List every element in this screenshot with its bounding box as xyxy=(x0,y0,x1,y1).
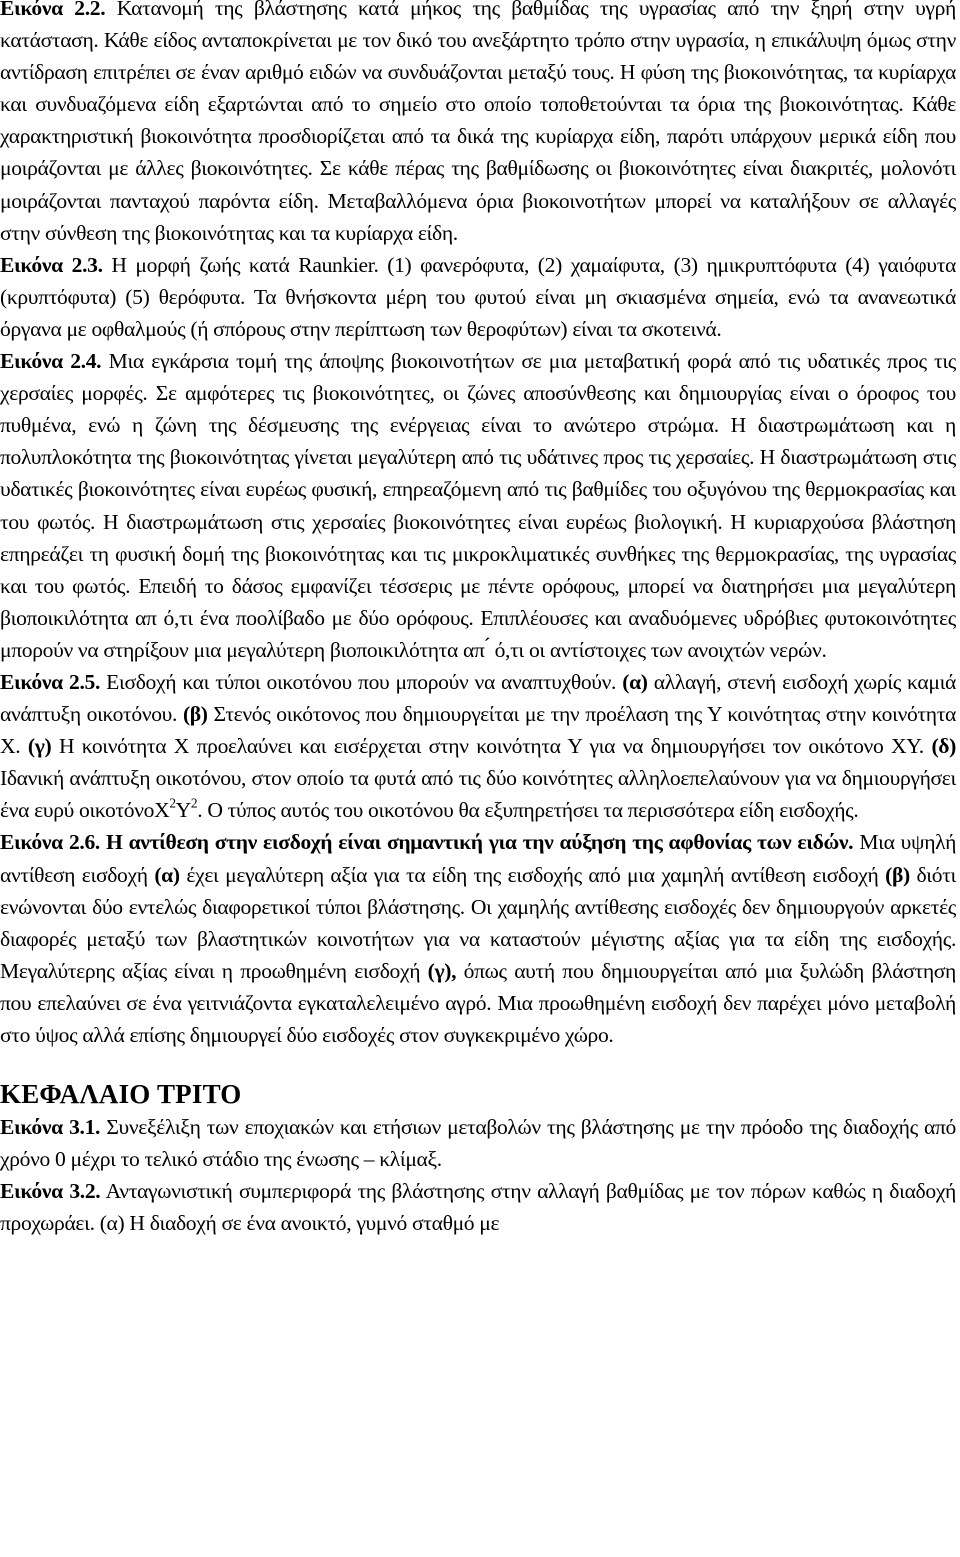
caption-bold-title: Η αντίθεση στην εισδοχή είναι σημαντική για την αύξηση της αφθονίας των ειδών. xyxy=(99,830,854,855)
caption-text: διότι ενώνονται δύο εντελώς διαφορετικοί τύποι βλάστησης. Οι χαμηλής αντίθεσης εισδοχές δεν δημιουργούν αρκετές διαφορές μεταξύ των βλαστητικών κοινοτήτων για να καταστούν μέγιστης αξίας για τα είδη της εισδοχής. Μεγαλύτερης αξίας είναι η προωθημένη εισδοχή xyxy=(0,862,957,983)
caption-figure-2-3 xyxy=(0,249,956,345)
caption-figure-2-5 xyxy=(0,666,956,826)
caption-text: . Ο τύπος αυτός του οικοτόνου θα εξυπηρετήσει τα περισσότερα είδη εισδοχής. xyxy=(197,798,859,823)
figure-label: Εικόνα 2.5. xyxy=(0,669,100,694)
caption-text: Συνεξέλιξη των εποχιακών και ετήσιων μεταβολών της βλάστησης με την πρόοδο της διαδοχής από χρόνο 0 μέχρι το τελικό στάδιο της ένωσης – κλίμαξ. xyxy=(0,1115,956,1172)
figure-label: Εικόνα 2.3. xyxy=(0,252,103,277)
figure-label: Εικόνα 2.2. xyxy=(0,0,106,20)
caption-text: Κατανομή της βλάστησης κατά μήκος της βαθμίδας της υγρασίας από την ξηρή στην υγρή κατάσταση. Κάθε είδος ανταποκρίνεται με τον δικό του ανεξάρτητο τρόπο στην υγρασία, η επικάλυψη όμως στην αντίδραση επιτρέπει σε έναν αριθμό ειδών να συνδυάζονται μεταξύ τους. Η φύση της βιοκοινότητας, τα κυρίαρχα και συνδυαζόμενα είδη εξαρτώνται από το σημείο στο οποίο τοποθετούνται τα όρια της βιοκοινότητας. Κάθε χαρακτηριστική βιοκοινότητα προσδιορίζεται από τα δικά της κυρίαρχα είδη, παρότι υπάρχουν μερικά είδη που μοιράζονται με άλλες βιοκοινότητες. Σε κάθε πέρας της βαθμίδωσης οι βιοκοινότητες είναι διακριτές, μολονότι μοιράζονται πανταχού παρόντα είδη. Μεταβαλλόμενα όρια βιοκοινοτήτων μπορεί να καταλήξουν σε αλλαγές στην σύνθεση της βιοκοινότητας και τα κυρίαρχα είδη. xyxy=(0,0,956,245)
figure-label: Εικόνα 3.2. xyxy=(0,1179,101,1204)
figure-label: Εικόνα 2.4. xyxy=(0,349,102,374)
caption-figure-3-2 xyxy=(0,1175,956,1239)
chapter-heading: ΚΕΦΑΛΑΙΟ ΤΡΙΤΟ xyxy=(0,1079,242,1110)
item-marker: (β) xyxy=(885,862,910,887)
caption-text: Υ xyxy=(175,798,191,823)
caption-figure-2-2 xyxy=(0,0,956,249)
caption-text: Ανταγωνιστική συμπεριφορά της βλάστησης στην αλλαγή βαθμίδας με τον πόρων καθώς η διαδοχή προχωράει. (α) Η διαδοχή σε ένα ανοικτό, γυμνό σταθμό με xyxy=(0,1179,957,1236)
item-marker: (α) xyxy=(154,862,180,887)
caption-figure-2-6 xyxy=(0,826,956,1051)
caption-figure-3-1 xyxy=(0,1111,956,1175)
item-marker: (β) xyxy=(182,702,208,727)
caption-text: Στενός οικότονος που δημιουργείται με την προέλαση της Υ κοινότητας στην κοινότητα Χ. xyxy=(0,702,956,759)
caption-text: Ιδανική ανάπτυξη οικοτόνου, στον οποίο τα φυτά από τις δύο κοινότητες αλληλοεπελαύνουν για να δημιουργήσει ένα ευρύ οικοτόνοΧ xyxy=(0,766,956,823)
superscript: 2 xyxy=(190,795,198,811)
superscript: 2 xyxy=(169,795,176,811)
caption-text: Μια εγκάρσια τομή της άποψης βιοκοινοτήτων σε μια μεταβατική φορά από τις υδατικές προς τις χερσαίες μορφές. Σε αμφότερες τις βιοκοινότητες, οι ζώνες αποσύνθεσης και δημιουργίας είναι ο όροφος του πυθμένα, ενώ η ζώνη της δέσμευσης της ενέργειας είναι το ανώτερο στρώμα. Η διαστρωμάτωση και η πολυπλοκότητα της βιοκοινότητας γίνεται μεγαλύτερη από τις υδάτινες προς τις χερσαίες. Η διαστρωμάτωση στις υδατικές βιοκοινότητες είναι ευρέως φυσική, επηρεαζόμενη από τις βαθμίδες του οξυγόνου της θερμοκρασίας και του φωτός. Η διαστρωμάτωση στις χερσαίες βιοκοινότητες είναι ευρέως βιολογική. Η κυριαρχούσα βλάστηση επηρεάζει τη φυσική δομή της βιοκοινότητας και τις μικροκλιματικές συνθήκες της θερμοκρασίας, της υγρασίας και του φωτός. Επειδή το δάσος εμφανίζει τέσσερις με πέντε ορόφους, μπορεί να διατηρήσει μια μεγαλύτερη βιοποικιλότητα απ ό,τι ένα ποολίβαδο με δύο ορόφους. Επιπλέουσες και αναδυόμενες υδρόβιες φυτοκοινότητες μπορούν να στηρίξουν μια μεγαλύτερη βιοποικιλότητα απ ́ ό,τι οι αντίστοιχες των ανοιχτών νερών. xyxy=(0,349,957,662)
caption-figure-2-4 xyxy=(0,345,956,666)
caption-text: Μια υψηλή αντίθεση εισδοχή xyxy=(0,830,957,887)
item-marker: (α) xyxy=(622,669,648,694)
caption-text: Η μορφή ζωής κατά Raunkier. (1) φανερόφυτα, (2) χαμαίφυτα, (3) ημικρυπτόφυτα (4) γαιόφυτα (κρυπτόφυτα) (5) θερόφυτα. Τα θνήσκοντα μέρη του φυτού είναι μη σκιασμένα σημεία, ενώ τα ανανεωτικά όργανα με οφθαλμούς (ή σπόρους στην περίπτωση των θεροφύτων) είναι τα σκοτεινά. xyxy=(0,252,956,341)
figure-label: Εικόνα 3.1. xyxy=(0,1115,101,1140)
caption-text: αλλαγή, στενή εισδοχή χωρίς καμιά ανάπτυξη οικοτόνου. xyxy=(0,669,956,727)
item-marker: (δ) xyxy=(931,734,956,759)
caption-text: Η κοινότητα Χ προελαύνει και εισέρχεται στην κοινότητα Υ για να δημιουργήσει τον οικότονο ΧΥ. xyxy=(51,734,932,759)
item-marker: (γ), xyxy=(427,958,457,983)
caption-text: όπως αυτή που δημιουργείται από μια ξυλώδη βλάστηση που επελαύνει σε ένα γειτνιάζοντα εγκαταλελειμένο αγρό. Μια προωθημένη εισδοχή δεν παρέχει μόνο μεταβολή στο ύψος αλλά επίσης δημιουργεί δύο εισδοχές στον συγκεκριμένο χώρο. xyxy=(0,958,957,1047)
figure-label: Εικόνα 2.6. xyxy=(0,830,100,855)
caption-text: έχει μεγαλύτερη αξία για τα είδη της εισδοχής από μια χαμηλή αντίθεση εισδοχή xyxy=(179,862,886,887)
caption-text: Εισδοχή και τύποι οικοτόνου που μπορούν να αναπτυχθούν. xyxy=(100,669,623,694)
item-marker: (γ) xyxy=(27,734,52,759)
